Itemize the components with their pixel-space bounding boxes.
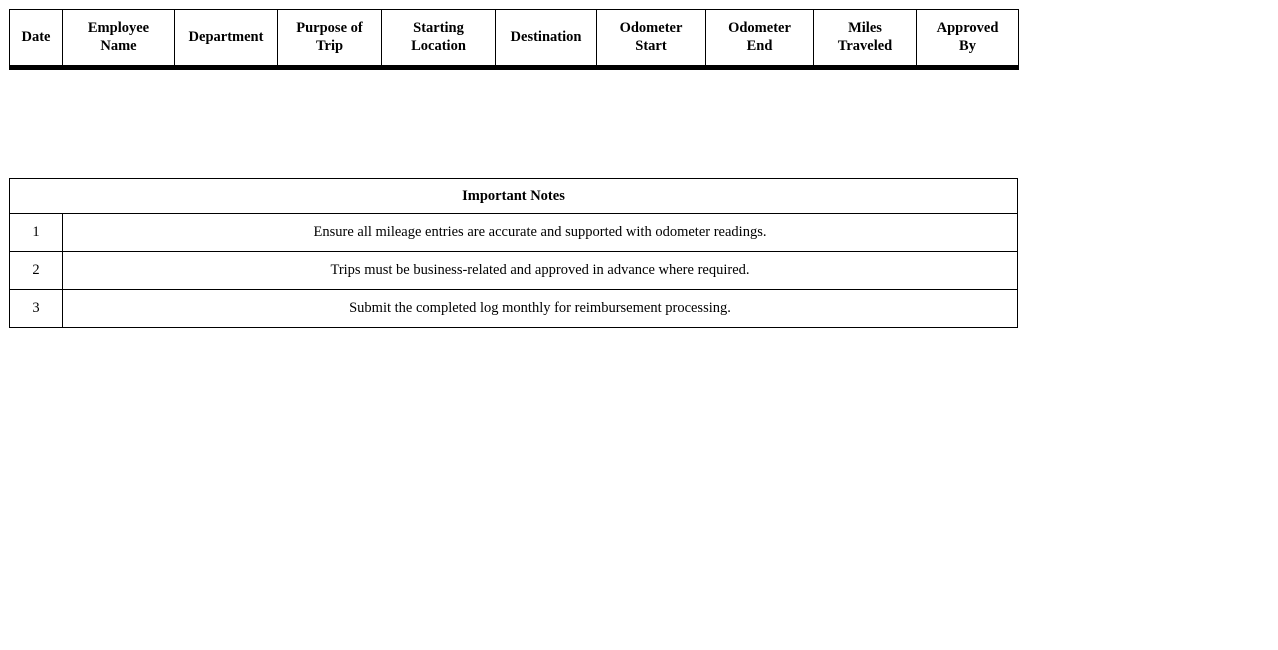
notes-body — [10, 214, 1018, 328]
note-number: 3 — [10, 290, 63, 328]
mileage-column-header: Department — [175, 10, 278, 66]
mileage-log-section — [9, 9, 1018, 70]
notes-title: Important Notes — [10, 179, 1018, 214]
mileage-log-table — [9, 9, 1019, 70]
note-text: Submit the completed log monthly for reimbursement processing. — [63, 290, 1018, 328]
mileage-entry-cell[interactable] — [597, 69, 706, 70]
mileage-entry-cell[interactable] — [496, 69, 597, 70]
mileage-entry-cell[interactable] — [706, 69, 814, 70]
note-row — [10, 214, 1018, 252]
mileage-column-header: Employee Name — [63, 10, 175, 66]
note-number: 1 — [10, 214, 63, 252]
mileage-body — [10, 66, 1019, 70]
important-notes-section — [9, 178, 1018, 328]
table-row — [10, 69, 1019, 70]
mileage-header-row — [10, 10, 1019, 66]
mileage-entry-cell[interactable] — [175, 69, 278, 70]
mileage-column-header: Destination — [496, 10, 597, 66]
note-row — [10, 290, 1018, 328]
mileage-entry-cell[interactable] — [10, 69, 63, 70]
mileage-column-header: Date — [10, 10, 63, 66]
mileage-column-header: Approved By — [917, 10, 1019, 66]
notes-title-row — [10, 179, 1018, 214]
mileage-column-header: Miles Traveled — [814, 10, 917, 66]
mileage-entry-cell[interactable] — [278, 69, 382, 70]
note-text: Ensure all mileage entries are accurate and supported with odometer readings. — [63, 214, 1018, 252]
note-text: Trips must be business-related and approved in advance where required. — [63, 252, 1018, 290]
important-notes-table — [9, 178, 1018, 328]
mileage-column-header: Odometer End — [706, 10, 814, 66]
mileage-entry-cell[interactable] — [917, 69, 1019, 70]
mileage-entry-cell[interactable] — [382, 69, 496, 70]
mileage-entry-cell[interactable] — [814, 69, 917, 70]
note-row — [10, 252, 1018, 290]
mileage-column-header: Purpose of Trip — [278, 10, 382, 66]
mileage-column-header: Odometer Start — [597, 10, 706, 66]
mileage-entry-cell[interactable] — [63, 69, 175, 70]
note-number: 2 — [10, 252, 63, 290]
mileage-column-header: Starting Location — [382, 10, 496, 66]
